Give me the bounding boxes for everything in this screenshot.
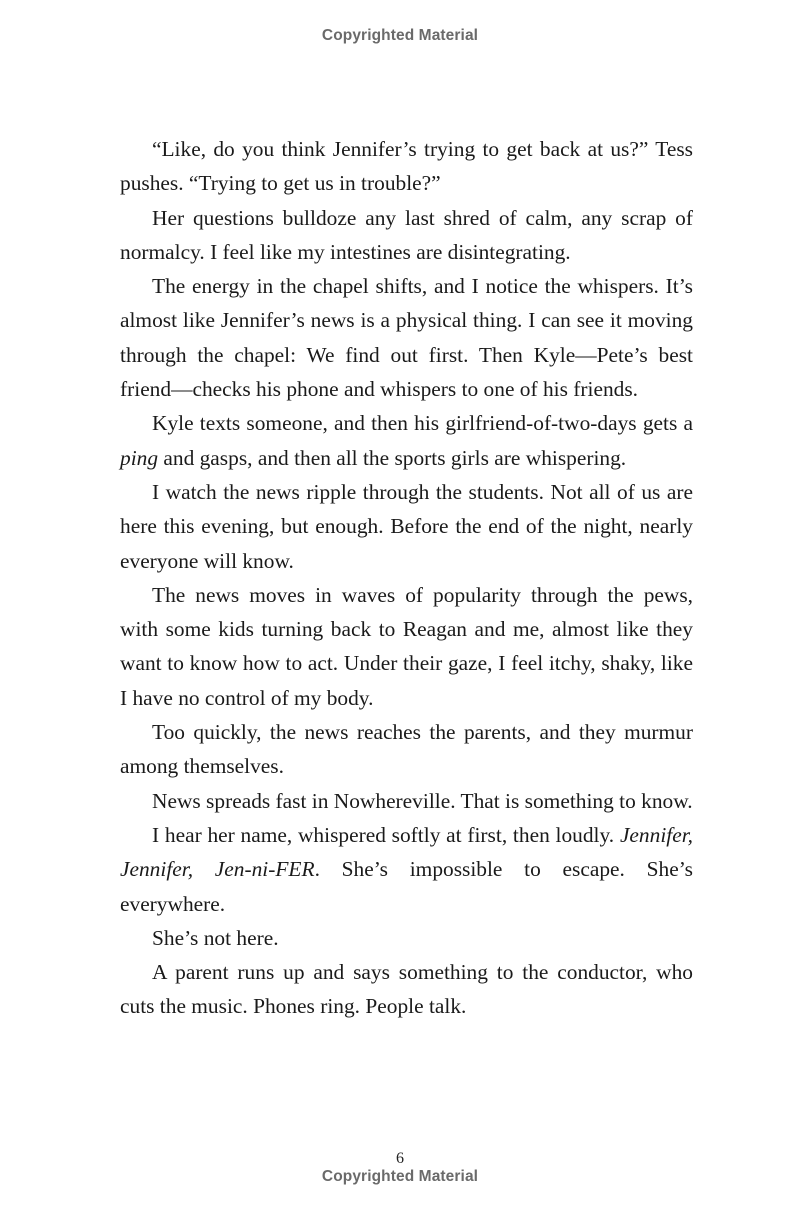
paragraph-7: Too quickly, the news reaches the parents, and they murmur among themselves. xyxy=(120,720,693,779)
paragraph-5: I watch the news ripple through the students. Not all of us are here this evening, but enough. Before the end of the night, nearly everyone will know. xyxy=(120,479,693,573)
paragraph-9-post: . She’s impossible to escape. She’s everywhere. xyxy=(120,857,693,916)
page-number: 6 xyxy=(396,1150,404,1167)
paragraph-2: Her questions bulldoze any last shred of calm, any scrap of normalcy. I feel like my intestines are disintegrating. xyxy=(120,205,693,264)
copyright-watermark-bottom: Copyrighted Material xyxy=(321,1168,479,1185)
paragraph-4-italic: ping xyxy=(120,445,159,470)
paragraph-8: News spreads fast in Nowhereville. That is something to know. xyxy=(152,788,693,813)
paragraph-11: A parent runs up and says something to the conductor, who cuts the music. Phones ring. People talk. xyxy=(120,960,693,1019)
paragraph-4-post: and gasps, and then all the sports girls are whispering. xyxy=(158,445,627,470)
body-text xyxy=(120,132,693,1024)
paragraph-1: “Like, do you think Jennifer’s trying to get back at us?” Tess pushes. “Trying to get us in trouble?” xyxy=(120,137,693,196)
paragraph-4 xyxy=(120,406,693,475)
paragraph-4-pre: Kyle texts someone, and then his girlfriend-of-two-days gets a xyxy=(152,411,693,436)
paragraph-3: The energy in the chapel shifts, and I notice the whispers. It’s almost like Jennifer’s news is a physical thing. I can see it moving through the chapel: We find out first. Then Kyle—Pete’s best friend—checks his phone and whispers to one of his friends. xyxy=(120,274,693,402)
paragraph-10: She’s not here. xyxy=(152,925,279,950)
paragraph-9-pre: I hear her name, whispered softly at first, then loudly. xyxy=(152,822,620,847)
paragraph-9-italic: Jennifer, Jennifer, Jen-ni-FER xyxy=(120,822,693,882)
copyright-watermark-top: Copyrighted Material xyxy=(321,27,479,44)
paragraph-9 xyxy=(120,818,693,921)
paragraph-6: The news moves in waves of popularity through the pews, with some kids turning back to Reagan and me, almost like they want to know how to act. Under their gaze, I feel itchy, shaky, like I have no control of my body. xyxy=(120,582,693,710)
